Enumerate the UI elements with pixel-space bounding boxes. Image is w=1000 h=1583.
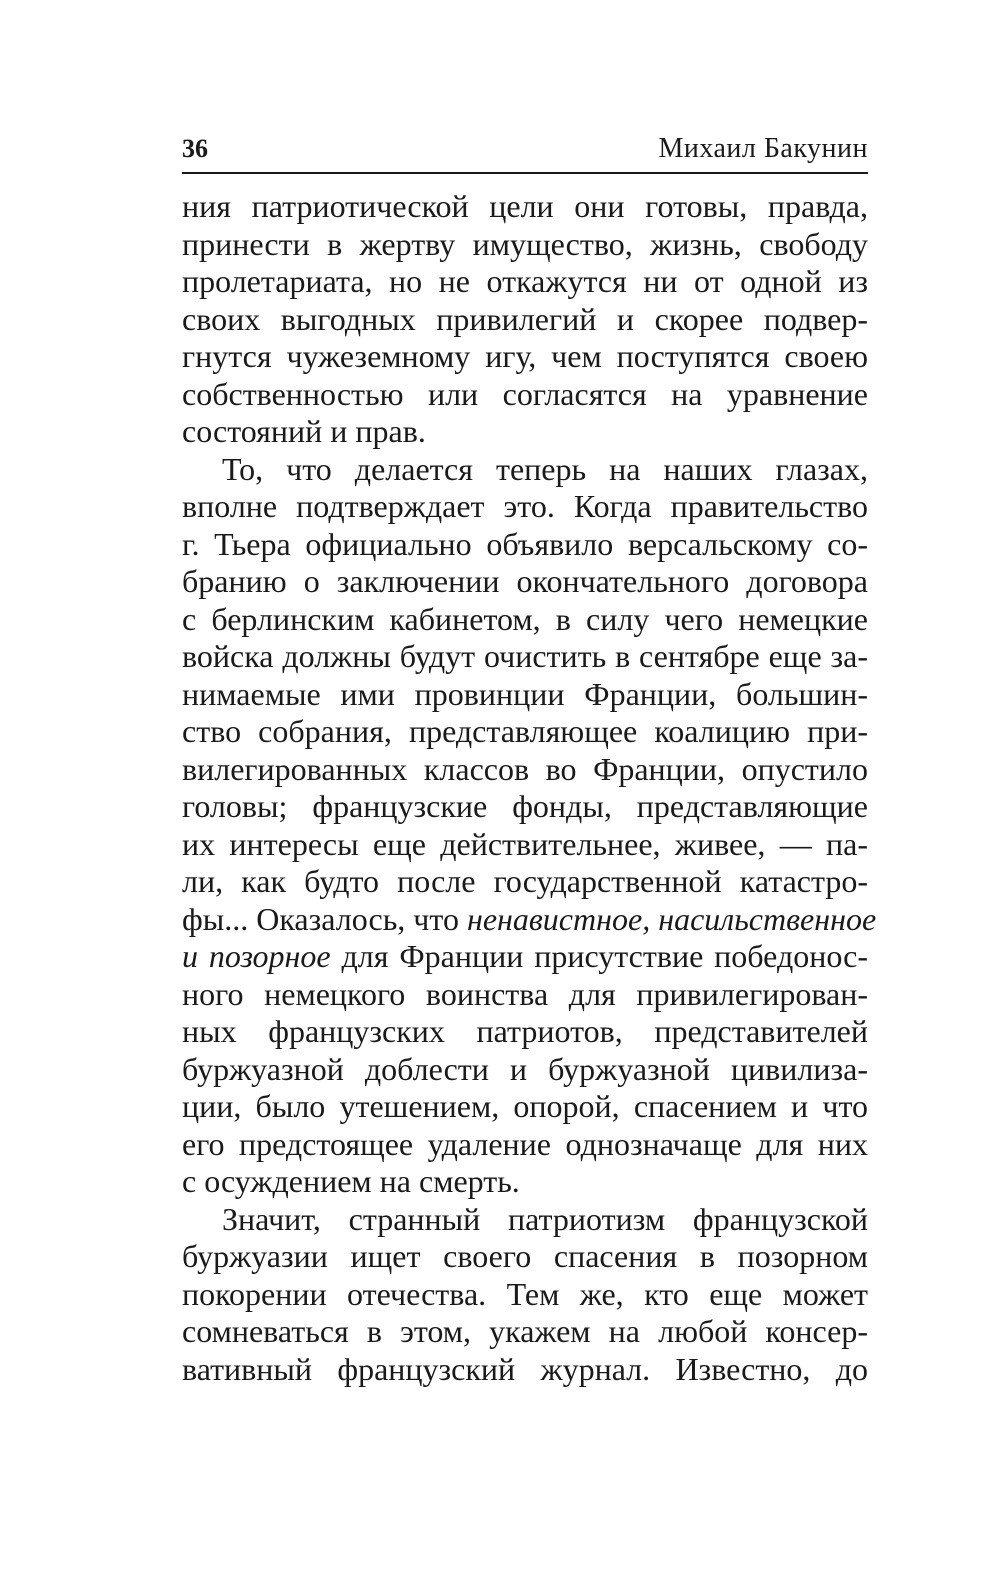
text-line: То, что делается теперь на наших глазах, [222, 450, 868, 487]
text-line-mixed [182, 938, 868, 976]
running-head-author: Михаил Бакунин [658, 133, 868, 164]
text-line: ции, было утешением, опорой, спасением и что [182, 1088, 868, 1124]
text-line: с берлинским кабинетом, в силу чего немецкие [182, 600, 868, 637]
text-line: буржуазии ищет своего спасения в позорном [182, 1238, 868, 1274]
italic-emphasis: и позорное [182, 938, 331, 974]
text-run: фы... Оказалось, что [182, 900, 467, 937]
paragraph-1 [182, 188, 868, 451]
text-line: собственностью или согласятся на уравнение [182, 375, 868, 412]
text-line: ного немецкого воинства для привилегирован- [182, 975, 868, 1012]
text-line: пролетариата, но не откажутся ни от одной из [182, 263, 868, 299]
text-line: Значит, странный патриотизм французской [222, 1200, 868, 1237]
paragraph-2 [182, 450, 877, 1201]
text-line: гнутся чужеземному игу, чем поступятся своею [182, 338, 868, 374]
text-line: своих выгодных привилегий и скорее подвер- [182, 300, 868, 337]
body-text [182, 188, 877, 1388]
italic-emphasis: ненавистное, насильственное [466, 900, 877, 937]
text-line-mixed [182, 900, 877, 939]
text-line: сомневаться в этом, укажем на любой консер- [182, 1313, 868, 1349]
text-line: буржуазной доблести и буржуазной цивилиза- [182, 1050, 868, 1087]
text-run: для Франции присутствие победонос- [330, 938, 869, 974]
text-line: головы; французские фонды, представляющие [182, 788, 868, 824]
text-line: принести в жертву имущество, жизнь, свободу [182, 225, 868, 262]
text-line: его предстоящее удаление однозначаще для них [182, 1125, 868, 1162]
text-line: ли, как будто после государственной катастро- [182, 863, 868, 899]
text-line: их интересы еще действительнее, живее, — па- [182, 825, 868, 862]
text-line: вполне подтверждает это. Когда правительство [182, 488, 868, 524]
text-line: вативный французский журнал. Известно, до [182, 1350, 868, 1387]
text-line: войска должны будут очистить в сентябре еще за- [182, 638, 868, 674]
text-line: ния патриотической цели они готовы, правда, [182, 188, 868, 224]
text-line: покорении отечества. Тем же, кто еще может [182, 1275, 868, 1312]
running-head [182, 128, 868, 174]
text-line: состояний и прав. [182, 413, 426, 449]
text-line: бранию о заключении окончательного договора [182, 563, 868, 599]
text-line: вилегированных классов во Франции, опустило [182, 750, 868, 787]
text-line: ство собрания, представляющее коалицию при- [182, 713, 868, 749]
text-line: нимаемые ими провинции Франции, большин- [182, 675, 868, 712]
text-line: г. Тьера официально объявило версальскому со- [182, 525, 868, 562]
text-line: с осуждением на смерть. [182, 1163, 520, 1199]
text-line: ных французских патриотов, представителей [182, 1013, 868, 1049]
page-number: 36 [182, 134, 208, 163]
paragraph-3 [182, 1201, 868, 1389]
